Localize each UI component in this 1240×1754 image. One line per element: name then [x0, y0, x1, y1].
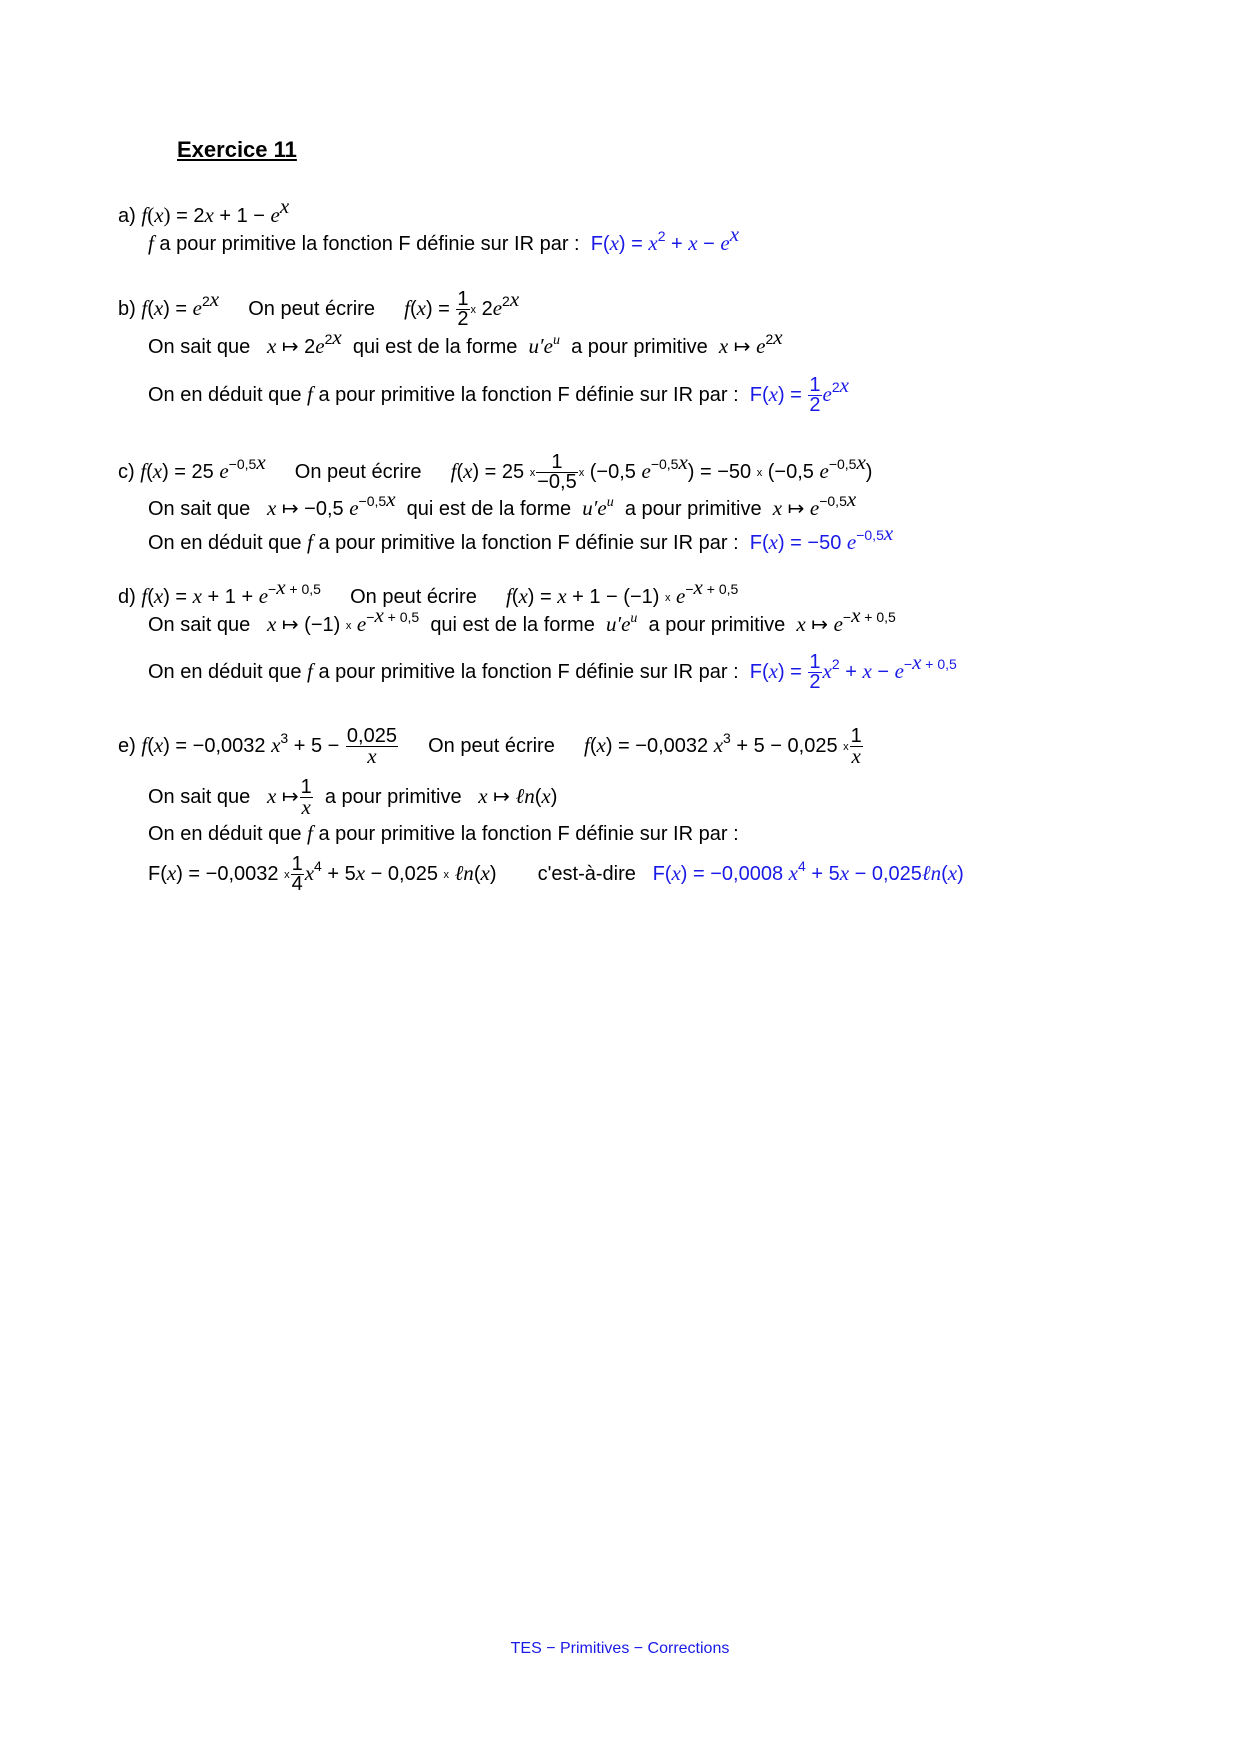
- part-b-label: b): [118, 297, 136, 320]
- part-b-rewrite-label: On peut écrire: [248, 297, 375, 320]
- part-e-function: e) f(x) = −0,0032 $x^3 + 5$ − $\frac{0,025}{x}$ On peut écrire f(x) = −0,0032 $x^3 + 5 - 0,025$ x $\frac{1}{x}$: [118, 725, 862, 768]
- part-c-forme-label: qui est de la forme: [406, 498, 572, 520]
- part-a-answer: $F(x) = x^2 + x - e^x$: [585, 222, 740, 255]
- part-e-rewrite-label: On peut écrire: [428, 734, 555, 757]
- part-d-primitive-phrase: a pour primitive la fonction F définie sur IR par :: [318, 660, 739, 683]
- part-d-on-en-deduit: On en déduit que: [148, 660, 302, 683]
- part-b-answer: F(x) = $\frac{1}{2}$ $e^{2x}$: [744, 372, 849, 416]
- part-e-a-pour-primitive: a pour primitive: [324, 785, 462, 808]
- part-b-primitive-phrase: a pour primitive la fonction F définie sur IR par :: [318, 383, 739, 406]
- part-d-conclusion-line: On en déduit que f a pour primitive la fonction F définie sur IR par : F(x) = $\frac{1}{2}$ $x^2 + x - e^{-x + 0,5}$: [148, 649, 957, 693]
- part-b-known-line: On sait que x ↦ $2e^{2x}$ qui est de la forme $u'e^u$ a pour primitive x ↦ $e^{2x}$: [148, 325, 783, 358]
- part-e-conclusion-line: On en déduit que f a pour primitive la fonction F définie sur IR par :: [148, 821, 739, 845]
- part-e-label: e): [118, 734, 136, 757]
- part-d-rewrite-label: On peut écrire: [350, 586, 477, 608]
- part-c-a-pour-primitive: a pour primitive: [624, 498, 762, 520]
- part-b-forme-label: qui est de la forme: [352, 336, 518, 358]
- part-b-on-sait-que: On sait que: [148, 336, 251, 358]
- part-d-a-pour-primitive: a pour primitive: [648, 614, 786, 636]
- part-c-function: c) f(x) = 25 $e^{-0,5x}$ On peut écrire f(x) = 25 x $\frac{1}{-0,5}$ x (−0,5 $e^{-0,5x}) = -50$ x (−0,5 $e^{-0,5x}$): [118, 449, 873, 493]
- part-e-cest-a-dire: c'est-à-dire: [537, 862, 636, 885]
- part-c-answer: F(x) = −50 $e^{-0,5x}$: [744, 521, 894, 554]
- part-d-answer: F(x) = $\frac{1}{2}$ $x^2 + x - e^{-x + 0,5}$: [744, 649, 957, 693]
- part-a-label: a): [118, 205, 136, 227]
- part-c-on-en-deduit: On en déduit que: [148, 532, 302, 554]
- page-footer: TES − Primitives − Corrections: [510, 1640, 730, 1657]
- part-a-primitive-phrase: a pour primitive la fonction F définie sur IR par :: [159, 233, 580, 255]
- part-e-known-line: On sait que x ↦ $\frac{1}{x}$ a pour primitive x ↦ ℓn(x): [148, 776, 558, 819]
- part-e-answer: F(x) = −0,0008 $x^4 + 5x$ − 0,025ℓn(x): [641, 857, 964, 885]
- part-c-rewrite-label: On peut écrire: [294, 460, 422, 483]
- part-a-answer-line: f a pour primitive la fonction F définie sur IR par : $F(x) = x^2 + x - e^x$: [148, 222, 740, 255]
- part-d-on-sait-que: On sait que: [148, 614, 251, 636]
- part-e-final-line: F(x) = −0,0032 x $\frac{1}{4}$ $x^4 + 5x - 0,025$ x ℓn(x) c'est-à-dire F(x) = −0,0008 $x^4 + 5x$ − 0,025ℓn(x): [148, 853, 964, 895]
- part-b-function: b) $f(x) = e^{2x}$ On peut écrire f(x) = $\frac{1}{2}$ x $2e^{2x}$: [118, 286, 520, 330]
- part-c-label: c): [118, 460, 135, 483]
- exercise-title: Exercice 11: [177, 137, 297, 162]
- part-c-on-sait-que: On sait que: [148, 498, 251, 520]
- part-e-on-en-deduit: On en déduit que: [148, 823, 302, 845]
- part-d-forme-label: qui est de la forme: [430, 614, 595, 636]
- part-b-conclusion-line: On en déduit que f a pour primitive la fonction F définie sur IR par : F(x) = $\frac{1}{2}$ $e^{2x}$: [148, 372, 849, 416]
- part-b-a-pour-primitive: a pour primitive: [571, 336, 708, 358]
- part-e-primitive-phrase: a pour primitive la fonction F définie sur IR par :: [318, 823, 739, 845]
- part-c-primitive-phrase: a pour primitive la fonction F définie sur IR par :: [318, 532, 739, 554]
- part-a-function: a) $f(x) = 2x + 1 - e^x$: [118, 194, 290, 227]
- part-c-conclusion-line: On en déduit que f a pour primitive la fonction F définie sur IR par : F(x) = −50 $e^{-0,5x}$: [148, 521, 894, 554]
- part-d-label: d): [118, 586, 136, 608]
- part-b-on-en-deduit: On en déduit que: [148, 383, 302, 406]
- part-c-known-line: On sait que x ↦ −0,5 $e^{-0,5x}$ qui est de la forme $u'e^u$ a pour primitive x ↦ $e^{-0,5x}$: [148, 487, 857, 520]
- part-d-function: d) $f(x) = x + 1 + e^{-x + 0,5}$ On peut écrire f(x) = x + 1 − (−1) x $e^{-x + 0,5}$: [118, 575, 739, 608]
- part-e-on-sait-que: On sait que: [148, 785, 251, 808]
- part-d-known-line: On sait que x ↦ (−1) x $e^{-x + 0,5}$ qui est de la forme $u'e^u$ a pour primitive x ↦ $e^{-x + 0,5}$: [148, 603, 896, 636]
